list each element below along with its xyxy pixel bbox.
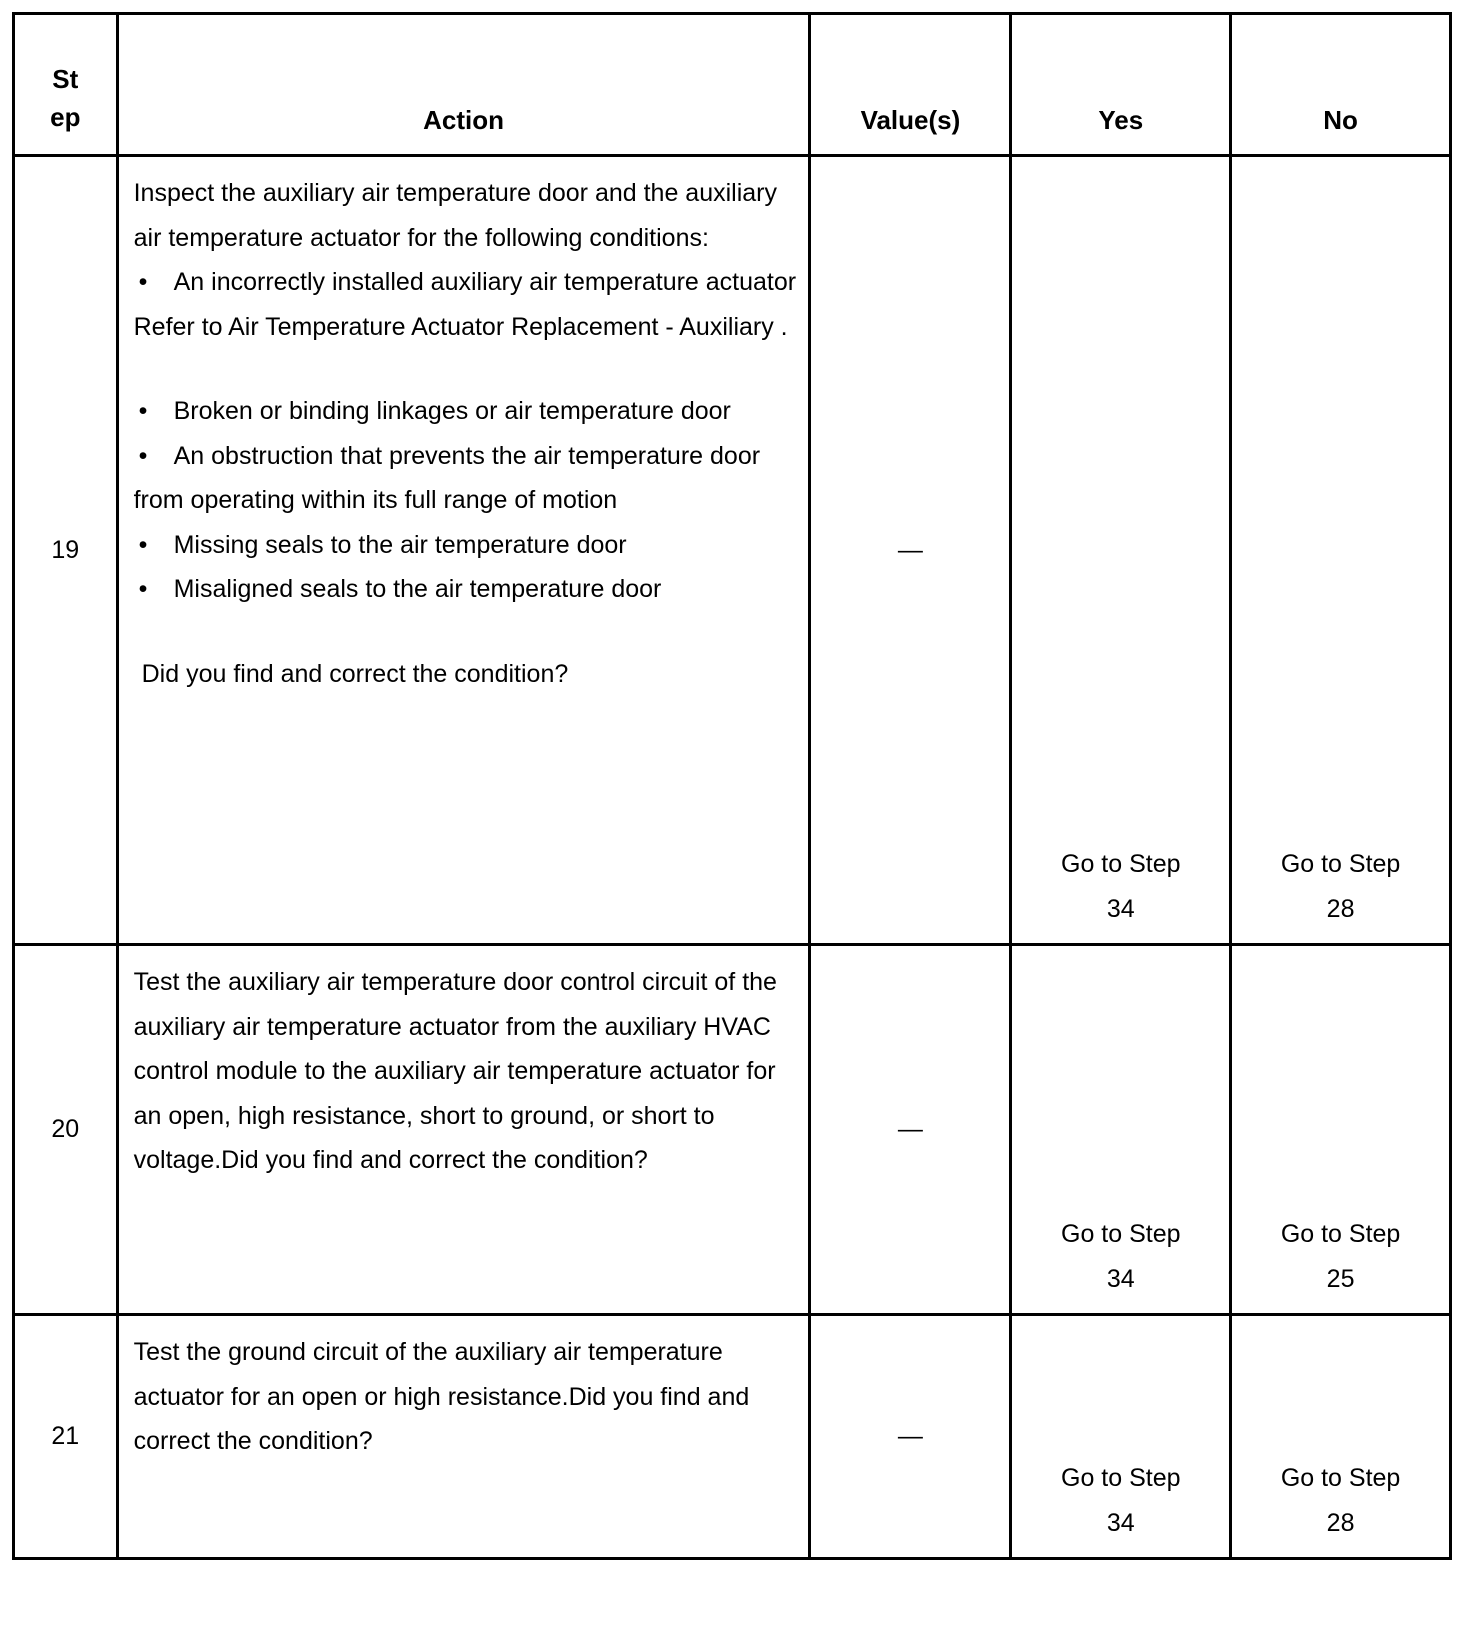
- diagnostic-table: [12, 12, 1452, 1560]
- table-row: [14, 156, 1451, 945]
- action-cell: Test the ground circuit of the auxiliary air temperature actuator for an open or high resistance.Did you find and correct the condition?: [117, 1315, 810, 1559]
- action-column-header: Action: [117, 14, 810, 156]
- no-column-header: No: [1231, 14, 1451, 156]
- no-cell[interactable]: [1231, 945, 1451, 1315]
- step-header-line-1: St: [52, 64, 79, 94]
- condition-item: • Missing seals to the air temperature door: [134, 523, 797, 568]
- bullet-icon: •: [138, 441, 148, 470]
- bullet-icon: •: [138, 397, 148, 425]
- table-row: [14, 945, 1451, 1315]
- yes-cell[interactable]: [1011, 1315, 1231, 1559]
- value-cell: —: [810, 156, 1011, 945]
- no-cell[interactable]: [1231, 1315, 1451, 1559]
- condition-item: • Misaligned seals to the air temperature door: [134, 567, 797, 612]
- step-column-header: [14, 14, 118, 156]
- yes-column-header: Yes: [1011, 14, 1231, 156]
- bullet-icon: •: [138, 268, 148, 296]
- yes-goto-label: Go to Step: [1061, 1464, 1181, 1492]
- yes-cell[interactable]: [1011, 156, 1231, 945]
- yes-goto-label: Go to Step: [1061, 1220, 1181, 1248]
- step-number: 21: [14, 1315, 118, 1559]
- yes-goto-label: Go to Step: [1061, 850, 1181, 878]
- action-cell: [117, 156, 810, 945]
- no-goto-step: 28: [1326, 1508, 1355, 1537]
- action-question: Did you find and correct the condition?: [141, 659, 569, 688]
- yes-goto-step: 34: [1106, 894, 1135, 923]
- action-intro: Inspect the auxiliary air temperature door and the auxiliary air temperature actuator for the following conditions:: [133, 179, 778, 252]
- header-row: [14, 14, 1451, 156]
- no-goto-label: Go to Step: [1280, 1220, 1401, 1248]
- bullet-icon: •: [138, 575, 148, 603]
- no-goto-step: 25: [1326, 1264, 1355, 1293]
- step-header-line-2: ep: [50, 102, 81, 132]
- no-goto-label: Go to Step: [1280, 850, 1401, 878]
- table-row: [14, 1315, 1451, 1559]
- value-cell: —: [810, 1315, 1011, 1559]
- step-number: 19: [14, 156, 118, 945]
- step-number: 20: [14, 945, 118, 1315]
- reference-link[interactable]: Refer to Air Temperature Actuator Replacement - Auxiliary .: [133, 312, 788, 341]
- no-goto-label: Go to Step: [1280, 1464, 1401, 1492]
- no-cell[interactable]: [1231, 156, 1451, 945]
- condition-item: • An incorrectly installed auxiliary air temperature actuator: [134, 260, 797, 305]
- yes-cell[interactable]: [1011, 945, 1231, 1315]
- no-goto-step: 28: [1326, 894, 1355, 923]
- values-column-header: Value(s): [810, 14, 1011, 156]
- condition-item: • An obstruction that prevents the air temperature door from operating within its full range of motion: [134, 434, 797, 523]
- value-cell: —: [810, 945, 1011, 1315]
- yes-goto-step: 34: [1106, 1264, 1135, 1293]
- bullet-icon: •: [138, 530, 148, 559]
- yes-goto-step: 34: [1106, 1508, 1135, 1537]
- action-cell: Test the auxiliary air temperature door control circuit of the auxiliary air temperature actuator from the auxiliary HVAC control module to the auxiliary air temperature actuator for an open, high resistance, short to ground, or short to voltage.Did you find and correct the condition?: [117, 945, 810, 1315]
- condition-item: • Broken or binding linkages or air temperature door: [134, 389, 797, 434]
